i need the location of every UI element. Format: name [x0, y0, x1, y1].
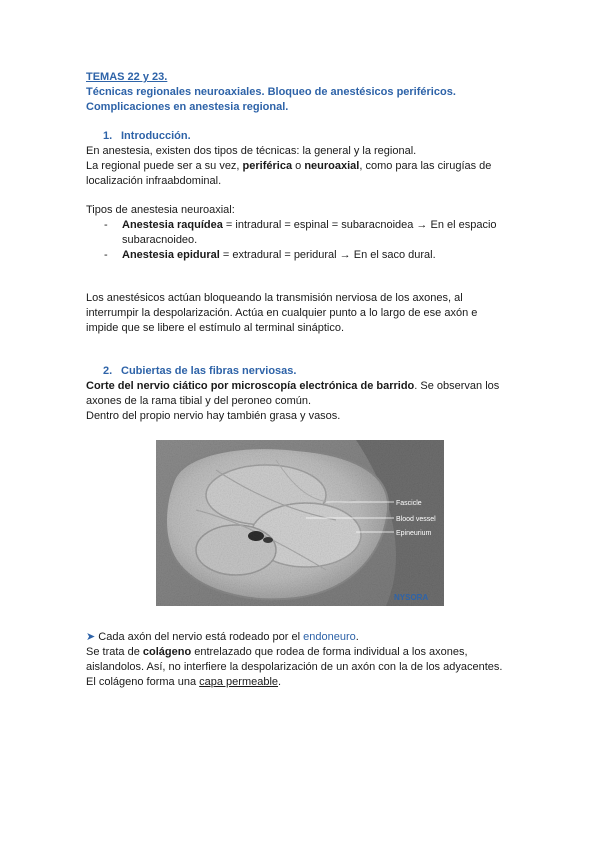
section-1-number: 1. [103, 130, 113, 142]
nerve-cut-line-1 [86, 379, 536, 394]
section-2-heading [103, 364, 296, 379]
term-periferica: periférica [242, 160, 293, 172]
term-raquidea: Anestesia raquídea [122, 219, 223, 231]
mechanism-line-3: impide que se libere el estímulo al terminal sináptico. [86, 322, 345, 334]
nysora-watermark: NYSORA [394, 593, 429, 602]
term-corte: Corte del nervio ciático por microscopía electrónica de barrido [86, 380, 415, 392]
section-2-title: Cubiertas de las fibras nerviosas. [121, 365, 297, 377]
text-run: , como para las cirugías de [359, 160, 492, 172]
list-dash: - [104, 219, 108, 231]
intro-paragraph-3: localización infraabdominal. [86, 175, 222, 187]
section-1-heading [103, 129, 191, 144]
text-run: o [292, 160, 305, 172]
mechanism-line-1: Los anestésicos actúan bloqueando la transmisión nerviosa de los axones, al [86, 292, 463, 304]
term-endoneuro: endoneuro [303, 631, 356, 643]
text-run: = extradural = peridural → En el saco dural. [219, 249, 436, 261]
collagen-line-3 [86, 675, 526, 690]
text-run: Se trata de [86, 646, 143, 658]
list-item-epidural [122, 248, 436, 263]
nerve-cut-line-2: axones de la rama tibial y del peroneo común. [86, 395, 312, 407]
text-run: La regional puede ser a su vez, [86, 160, 243, 172]
term-neuroaxial: neuroaxial [304, 160, 360, 172]
list-item-raquidea-cont: subaracnoideo. [122, 234, 198, 246]
collagen-line-2: aislandolos. Así, no interfiere la despolarización de un axón con la de los adyacentes. [86, 661, 503, 673]
text-run: . [278, 676, 282, 688]
list-dash: - [104, 249, 108, 261]
term-epidural: Anestesia epidural [122, 249, 220, 261]
topic-title-line1: Técnicas regionales neuroaxiales. Bloqueo de anestésicos periféricos. [86, 86, 456, 98]
neuroaxial-intro: Tipos de anestesia neuroaxial: [86, 204, 235, 216]
label-fascicle: Fascicle [396, 500, 422, 507]
arrow-bullet-icon: ➤ [86, 631, 96, 643]
label-blood-vessel: Blood vessel [396, 516, 436, 523]
intro-paragraph-2 [86, 159, 526, 174]
list-item-raquidea [122, 218, 497, 233]
sem-nerve-image [156, 440, 444, 606]
topic-number: TEMAS 22 y 23. [86, 71, 168, 83]
text-run: . [355, 631, 359, 643]
endoneuro-bullet [86, 630, 526, 645]
topic-title-line2: Complicaciones en anestesia regional. [86, 101, 289, 113]
text-run: entrelazado que rodea de forma individual a los axones, [191, 646, 468, 658]
text-run: El colágeno forma una [86, 676, 200, 688]
section-2-number: 2. [103, 365, 113, 377]
term-capa-permeable: capa permeable [199, 676, 279, 688]
collagen-line-1 [86, 645, 526, 660]
text-run: . Se observan los [414, 380, 500, 392]
term-colageno: colágeno [142, 646, 192, 658]
label-epineurium: Epineurium [396, 530, 432, 537]
mechanism-line-2: interrumpir la despolarización. Actúa en cualquier punto a lo largo de ese axón e [86, 307, 478, 319]
text-run: Cada axón del nervio está rodeado por el [95, 631, 304, 643]
section-1-title: Introducción. [121, 130, 191, 142]
text-run: = intradural = espinal = subaracnoidea → En el espacio [222, 219, 497, 231]
intro-paragraph-1: En anestesia, existen dos tipos de técnicas: la general y la regional. [86, 145, 417, 157]
nerve-cut-line-3: Dentro del propio nervio hay también grasa y vasos. [86, 410, 341, 422]
